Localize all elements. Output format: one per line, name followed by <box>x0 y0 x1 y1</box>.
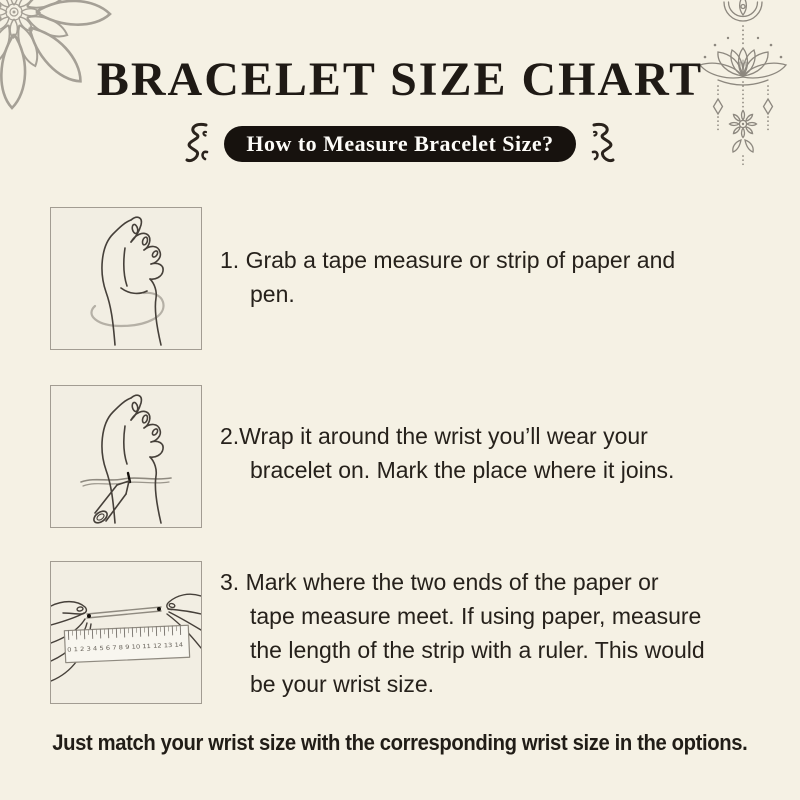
step-1-line-1: 1. Grab a tape measure or strip of paper and <box>220 247 676 273</box>
how-to-measure-badge: How to Measure Bracelet Size? <box>224 126 575 162</box>
step-2-illustration-box <box>50 385 202 528</box>
page-title: BRACELET SIZE CHART <box>96 53 704 106</box>
step-3-line-3: the length of the strip with a ruler. This would <box>250 637 705 663</box>
step-1-text <box>220 243 780 311</box>
hand-with-pen-marking-drawing <box>51 386 201 527</box>
step-3-illustration-box <box>50 561 202 704</box>
step-2-row <box>50 385 780 528</box>
squiggle-right-icon <box>590 121 616 167</box>
footer-note <box>0 730 800 756</box>
hands-ruler-measuring-drawing <box>51 562 201 703</box>
step-3-line-4: be your wrist size. <box>250 671 435 697</box>
squiggle-left-icon <box>184 121 210 167</box>
badge-row <box>0 121 800 167</box>
step-2-line-2: bracelet on. Mark the place where it joins. <box>250 457 675 483</box>
step-1-line-2: pen. <box>250 281 295 307</box>
step-1-row <box>50 207 780 350</box>
ruler-numbers: 0 1 2 3 4 5 6 7 8 9 10 11 12 13 14 <box>67 643 167 654</box>
step-1-illustration-box <box>50 207 202 350</box>
step-2-line-1: 2.Wrap it around the wrist you’ll wear your <box>220 423 648 449</box>
step-3-row <box>50 561 780 704</box>
step-3-text <box>220 565 780 701</box>
step-2-text <box>220 419 780 487</box>
step-3-line-2: tape measure meet. If using paper, measure <box>250 603 702 629</box>
hand-with-tape-loop-drawing <box>51 208 201 349</box>
footer-note-text: Just match your wrist size with the corresponding wrist size in the options. <box>52 730 748 755</box>
step-3-line-1: 3. Mark where the two ends of the paper or <box>220 569 659 595</box>
